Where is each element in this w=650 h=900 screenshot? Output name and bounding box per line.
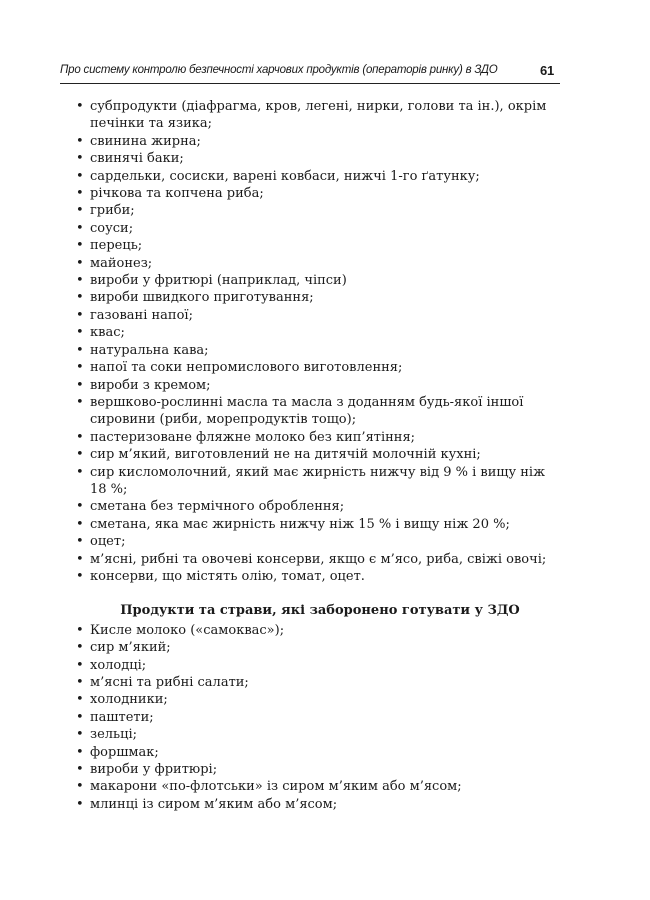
list-item-text: м’ясні, рибні та овочеві консерви, якщо є м’ясо, риба, свіжі овочі; <box>90 551 547 567</box>
list-item-text: квас; <box>90 325 125 341</box>
list-item <box>76 307 560 324</box>
bullet-icon: • <box>76 744 84 760</box>
bullet-icon: • <box>76 133 84 149</box>
list-item <box>76 255 560 272</box>
bullet-icon: • <box>76 727 84 743</box>
list-item-text: сир м’який; <box>90 640 171 656</box>
bullet-icon: • <box>76 186 84 202</box>
bullet-icon: • <box>76 796 84 812</box>
bullet-icon: • <box>76 534 84 550</box>
list-item <box>76 622 560 639</box>
list-item <box>76 533 560 550</box>
list-item <box>76 516 560 533</box>
list-item-text: свинячі баки; <box>90 151 184 167</box>
list-item <box>76 272 560 289</box>
bullet-icon: • <box>76 464 84 480</box>
list-item-text: оцет; <box>90 534 126 550</box>
list-item-text: пастеризоване фляжне молоко без кип’ятіння; <box>90 429 416 445</box>
list-item-text: м’ясні та рибні салати; <box>90 675 249 690</box>
list-item <box>76 744 560 761</box>
list-item-text: річкова та копчена риба; <box>90 186 264 202</box>
list-item-text: газовані напої; <box>90 307 193 323</box>
list-item-text: свинина жирна; <box>90 133 201 149</box>
list-item-text: субпродукти (діафрагма, кров, легені, нирки, голови та ін.), окрім печінки та язика; <box>90 99 547 132</box>
bullet-icon: • <box>76 220 84 236</box>
list-item <box>76 237 560 254</box>
section-heading: Продукти та страви, які заборонено готувати у ЗДО <box>120 603 520 619</box>
list-item <box>76 359 560 376</box>
bullet-icon: • <box>76 551 84 567</box>
bullet-icon: • <box>76 168 84 184</box>
bullet-icon: • <box>76 342 84 358</box>
bullet-icon: • <box>76 255 84 271</box>
list-item-text: холодці; <box>90 657 147 673</box>
bullet-icon: • <box>76 447 84 463</box>
prohibited-dishes-list <box>76 622 560 813</box>
list-item <box>76 220 560 237</box>
list-item-text: вироби у фритюрі; <box>90 762 218 778</box>
list-item <box>76 133 560 150</box>
page-body <box>76 98 560 813</box>
list-item <box>76 150 560 167</box>
list-item-text: Кисле молоко («самоквас»); <box>90 622 285 638</box>
list-item <box>76 377 560 394</box>
bullet-icon: • <box>76 290 84 306</box>
list-item <box>76 726 560 743</box>
list-item-text: сир м’який, виготовлений не на дитячій молочній кухні; <box>90 447 481 463</box>
list-item-text: зельці; <box>90 727 138 743</box>
list-item <box>76 464 560 499</box>
list-item-text: паштети; <box>90 709 154 725</box>
list-item-text: сметана, яка має жирність нижчу ніж 15 % і вищу ніж 20 %; <box>90 516 510 532</box>
list-item <box>76 709 560 726</box>
list-item <box>76 202 560 219</box>
list-item-text: напої та соки непромислового виготовлення; <box>90 360 403 376</box>
list-item-text: вироби з кремом; <box>90 377 211 393</box>
list-item <box>76 289 560 306</box>
bullet-icon: • <box>76 657 84 673</box>
list-item-text: форшмак; <box>90 744 159 760</box>
running-header <box>60 64 560 82</box>
list-item-text: майонез; <box>90 255 153 271</box>
list-item-text: консерви, що містять олію, томат, оцет. <box>90 568 365 584</box>
bullet-icon: • <box>76 238 84 254</box>
list-item <box>76 639 560 656</box>
bullet-icon: • <box>76 307 84 323</box>
header-divider <box>60 83 560 84</box>
bullet-icon: • <box>76 622 84 638</box>
list-item <box>76 778 560 795</box>
bullet-icon: • <box>76 762 84 778</box>
bullet-icon: • <box>76 394 84 410</box>
list-item <box>76 691 560 708</box>
list-item-text: холодники; <box>90 692 168 708</box>
bullet-icon: • <box>76 499 84 515</box>
list-item-text: млинці із сиром м’яким або м’ясом; <box>90 796 338 812</box>
list-item <box>76 674 560 691</box>
list-item <box>76 324 560 341</box>
list-item-text: вироби швидкого приготування; <box>90 290 314 306</box>
list-item-text: вершково-рослинні масла та масла з доданням будь-якої іншої сировини (риби, морепродуктів тощо); <box>90 394 524 428</box>
list-item <box>76 657 560 674</box>
list-item-text: соуси; <box>90 220 134 236</box>
running-header-title: Про систему контролю безпечності харчових продуктів (операторів ринку) в ЗДО <box>60 64 498 76</box>
bullet-icon: • <box>76 325 84 341</box>
list-item <box>76 394 560 429</box>
bullet-icon: • <box>76 203 84 219</box>
list-item-text: вироби у фритюрі (наприклад, чіпси) <box>90 273 347 289</box>
list-item <box>76 446 560 463</box>
list-item <box>76 185 560 202</box>
bullet-icon: • <box>76 516 84 532</box>
bullet-icon: • <box>76 692 84 708</box>
list-item <box>76 429 560 446</box>
bullet-icon: • <box>76 99 84 114</box>
list-item <box>76 98 560 133</box>
list-item <box>76 568 560 585</box>
bullet-icon: • <box>76 568 84 584</box>
bullet-icon: • <box>76 360 84 376</box>
list-item-text: натуральна кава; <box>90 342 209 358</box>
list-item-text: сметана без термічного оброблення; <box>90 499 345 515</box>
list-item-text: перець; <box>90 238 143 254</box>
bullet-icon: • <box>76 151 84 167</box>
bullet-icon: • <box>76 429 84 445</box>
bullet-icon: • <box>76 640 84 656</box>
list-item <box>76 796 560 813</box>
list-item <box>76 498 560 515</box>
bullet-icon: • <box>76 377 84 393</box>
list-item <box>76 761 560 778</box>
bullet-icon: • <box>76 273 84 289</box>
bullet-icon: • <box>76 779 84 795</box>
list-item-text: сардельки, сосиски, варені ковбаси, нижчі 1-го ґатунку; <box>90 168 480 184</box>
bullet-icon: • <box>76 675 84 690</box>
list-item <box>76 342 560 359</box>
list-item <box>76 168 560 185</box>
list-item-text: макарони «по-флотськи» із сиром м’яким або м’ясом; <box>90 779 462 795</box>
bullet-icon: • <box>76 709 84 725</box>
list-item-text: сир кисломолочний, який має жирність нижчу від 9 % і вищу ніж 18 %; <box>90 464 546 497</box>
list-item-text: гриби; <box>90 203 135 219</box>
page-number: 61 <box>539 63 554 78</box>
restricted-products-list <box>76 98 560 585</box>
list-item <box>76 551 560 568</box>
